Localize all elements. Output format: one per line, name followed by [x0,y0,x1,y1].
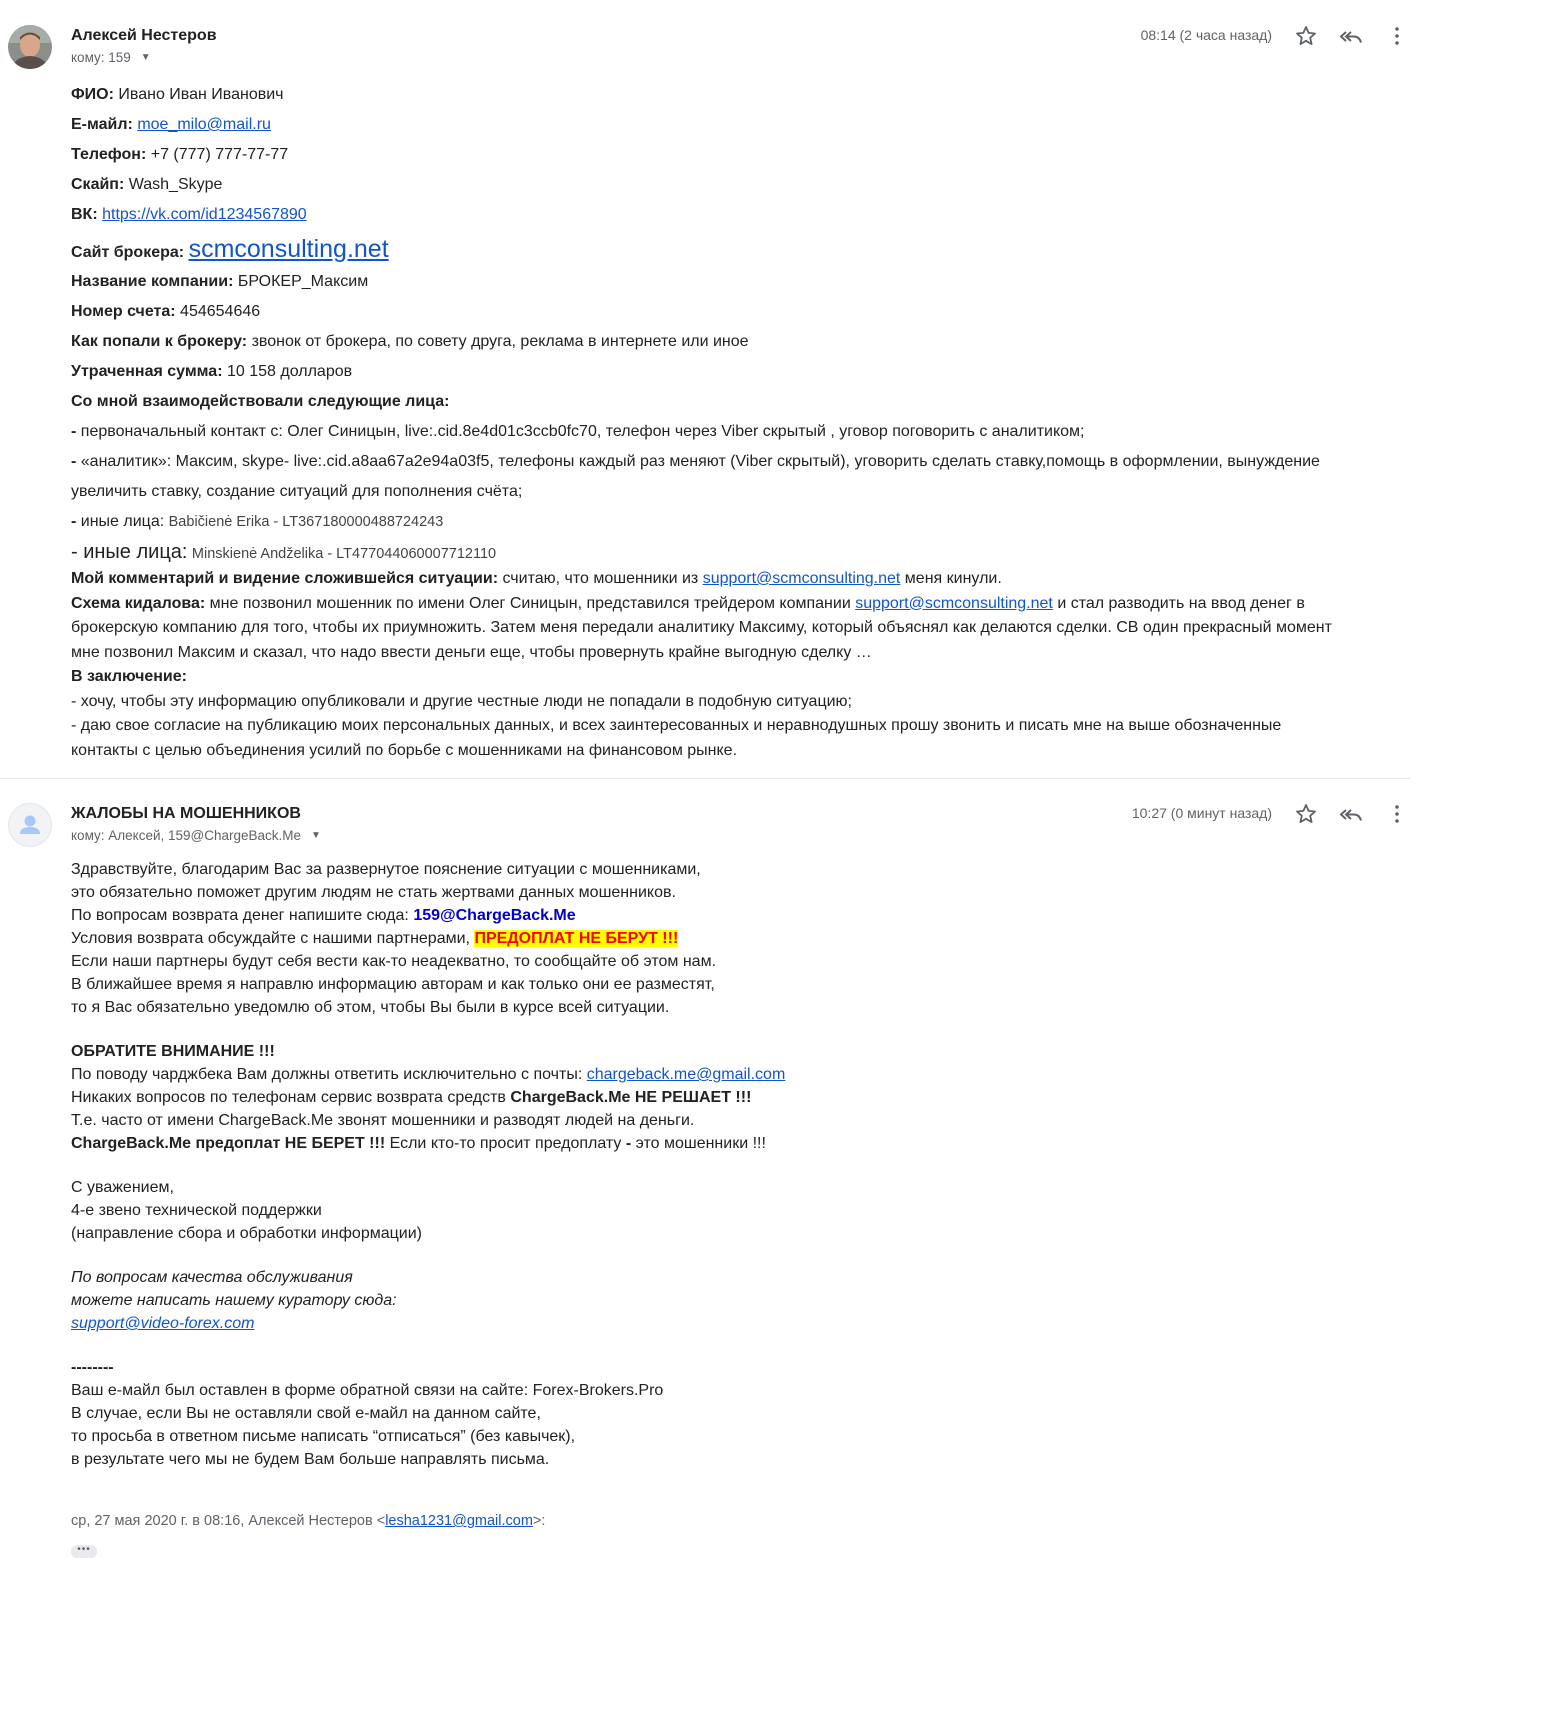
other-person-2: - иные лица: Minskienė Andželika - LT477044060007712110 [71,541,497,563]
refund-email[interactable]: 159@ChargeBack.Me [413,907,576,924]
quote-attribution: ср, 27 мая 2020 г. в 08:16, Алексей Нестеров <lesha1231@gmail.com>: [71,1513,546,1529]
refund-line: По вопросам возврата денег напишите сюда: 159@ChargeBack.Me [71,907,576,924]
star-icon[interactable] [1294,802,1318,826]
message-2-body [71,858,1371,1471]
other-person-1: - иные лица: Babičienė Erika - LT367180000488724243 [71,513,444,530]
chargeback-line: По поводу чарджбека Вам должны ответить исключительно с почты: chargeback.me@gmail.com [71,1066,786,1083]
scheme-line-3: мне позвонил Максим и сказал, что надо ввести деньги еще, чтобы провернуть крайне выгодную сделку … [71,643,872,661]
conclusion-item-2: - даю свое согласие на публикацию моих персональных данных, и всех заинтересованных и неравнодушных прошу звонить и писать мне на выше обозначенные [71,717,1282,734]
vk-link[interactable]: https://vk.com/id1234567890 [102,206,307,223]
footer-line-2: В случае, если Вы не оставляли свой е-майл на данном сайте, [71,1405,541,1422]
person-photo-icon [8,25,52,69]
often-line: Т.е. часто от имени ChargeBack.Me звонят мошенники и разводят людей на деньги. [71,1112,695,1129]
sender-avatar-2[interactable] [8,803,52,847]
quality-line-1: По вопросам качества обслуживания [71,1269,353,1286]
star-icon[interactable] [1294,24,1318,48]
footer-line-3: то просьба в ответном письме написать “отписаться” (без кавычек), [71,1428,576,1445]
recipients-label: кому: 159 [71,50,131,65]
field-persons-heading: Со мной взаимодействовали следующие лица: [71,393,450,410]
prepay-line: ChargeBack.Me предоплат НЕ БЕРЕТ !!! Если кто-то просит предоплату - это мошенники !!! [71,1135,766,1152]
signature-line-3: (направление сбора и обработки информации) [71,1225,422,1242]
chargeback-email-link[interactable]: chargeback.me@gmail.com [586,1066,786,1083]
message-2 [0,779,1410,1723]
broker-site-link[interactable]: scmconsulting.net [188,235,389,263]
reply-all-icon[interactable] [1339,24,1363,48]
field-how: Как попали к брокеру: звонок от брокера, по совету друга, реклама в интернете или иное [71,333,749,350]
sender-name[interactable]: Алексей Нестеров [71,27,217,44]
comment-line: Мой комментарий и видение сложившейся ситуации: считаю, что мошенники из support@scmconsulting.net меня кинули. [71,570,1002,587]
person-2: - «аналитик»: Максим, skype- live:.cid.a8aa67a2e94a03f5, телефоны каждый раз меняют (Viber скрытый), уговорить сделать ставку,помощь в оформлении, вынуждение [71,453,1320,470]
sender-avatar[interactable] [8,25,52,69]
field-phone: Телефон: +7 (777) 777-77-77 [71,146,289,163]
field-company: Название компании: БРОКЕР_Максим [71,273,369,290]
more-vert-icon[interactable] [1385,802,1409,826]
conclusion-heading: В заключение: [71,668,187,685]
message-time-2: 10:27 (0 минут назад) [1131,805,1272,821]
field-account: Номер счета: 454654646 [71,303,261,320]
phone-line: Никаких вопросов по телефонам сервис возврата средств ChargeBack.Me НЕ РЕШАЕТ !!! [71,1089,752,1106]
quality-email-link[interactable]: support@video-forex.com [71,1315,255,1332]
field-vk: ВК: https://vk.com/id1234567890 [71,206,307,223]
recipients-toggle-2[interactable] [71,828,321,843]
message-time: 08:14 (2 часа назад) [1140,27,1272,43]
support-link[interactable]: support@scmconsulting.net [702,570,901,587]
partners-line-3: то я Вас обязательно уведомлю об этом, чтобы Вы были в курсе всей ситуации. [71,999,670,1016]
sender-name-2[interactable]: ЖАЛОБЫ НА МОШЕННИКОВ [71,805,301,822]
signature-line-1: С уважением, [71,1179,174,1196]
support-link-2[interactable]: support@scmconsulting.net [855,594,1053,612]
reply-all-icon[interactable] [1339,802,1363,826]
terms-line: Условия возврата обсуждайте с нашими партнерами, ПРЕДОПЛАТ НЕ БЕРУТ !!! [71,930,679,947]
quality-email-line [71,1312,1371,1335]
attention-heading: ОБРАТИТЕ ВНИМАНИЕ !!! [71,1043,275,1060]
show-trimmed-content-button[interactable]: ••• [71,1545,97,1558]
more-vert-icon[interactable] [1385,24,1409,48]
recipients-toggle[interactable] [71,50,151,65]
field-email: Е-майл: moe_milo@mail.ru [71,116,271,133]
message-1-body [71,84,1401,763]
partners-line-2: В ближайшее время я направлю информацию авторам и как только они ее разместят, [71,976,715,993]
conclusion-item-3: контакты с целью объединения усилий по борьбе с мошенниками на финансовом рынке. [71,741,738,759]
field-fio: ФИО: Ивано Иван Иванович [71,86,284,103]
message-1 [0,0,1410,778]
greeting-line-2: это обязательно поможет другим людям не стать жертвами данных мошенников. [71,884,676,901]
signature-line-2: 4-е звено технической поддержки [71,1202,322,1219]
email-link[interactable]: moe_milo@mail.ru [137,116,271,133]
quote-email-link[interactable]: lesha1231@gmail.com [385,1513,533,1529]
footer-line-4: в результате чего мы не будем Вам больше направлять письма. [71,1451,550,1468]
scheme-line: Схема кидалова: мне позвонил мошенник по имени Олег Синицын, представился трейдером компании support@scmconsulting.net и стал разводить на ввод денег в [71,594,1305,612]
footer-line-1: Ваш е-майл был оставлен в форме обратной связи на сайте: Forex-Brokers.Pro [71,1382,664,1399]
person-1: - первоначальный контакт с: Олег Синицын, live:.cid.8e4d01c3ccb0fc70, телефон через Viber скрытый , уговор поговорить с аналитиком; [71,423,1085,440]
separator-text: -------- [71,1359,114,1376]
quality-line-2: можете написать нашему куратору сюда: [71,1292,397,1309]
chevron-down-icon: ▼ [140,52,151,63]
no-prepay-highlight: ПРЕДОПЛАТ НЕ БЕРУТ !!! [474,930,679,947]
scheme-line-2: брокерскую компанию для того, чтобы их приумножить. Затем меня передали аналитику Максиму, который объяснял как делаются сделки. CВ один прекрасный момент [71,619,1332,636]
person-2-cont: увеличить ставку, создание ситуаций для пополнения счёта; [71,483,523,500]
partners-line-1: Если наши партнеры будут себя вести как-то неадекватно, то сообщайте об этом нам. [71,953,717,970]
field-amount: Утраченная сумма: 10 158 долларов [71,363,353,380]
recipients-label-2: кому: Алексей, 159@ChargeBack.Me [71,828,302,843]
field-skype: Скайп: Wash_Skype [71,176,223,193]
conclusion-item-1: - хочу, чтобы эту информацию опубликовали и другие честные люди не попадали в подобную ситуацию; [71,692,852,710]
field-broker-site: Сайт брокера: scmconsulting.net [71,235,389,263]
chevron-down-icon: ▼ [311,830,321,841]
greeting-line-1: Здравствуйте, благодарим Вас за развернутое пояснение ситуации с мошенниками, [71,861,701,878]
default-avatar-icon [9,804,51,846]
